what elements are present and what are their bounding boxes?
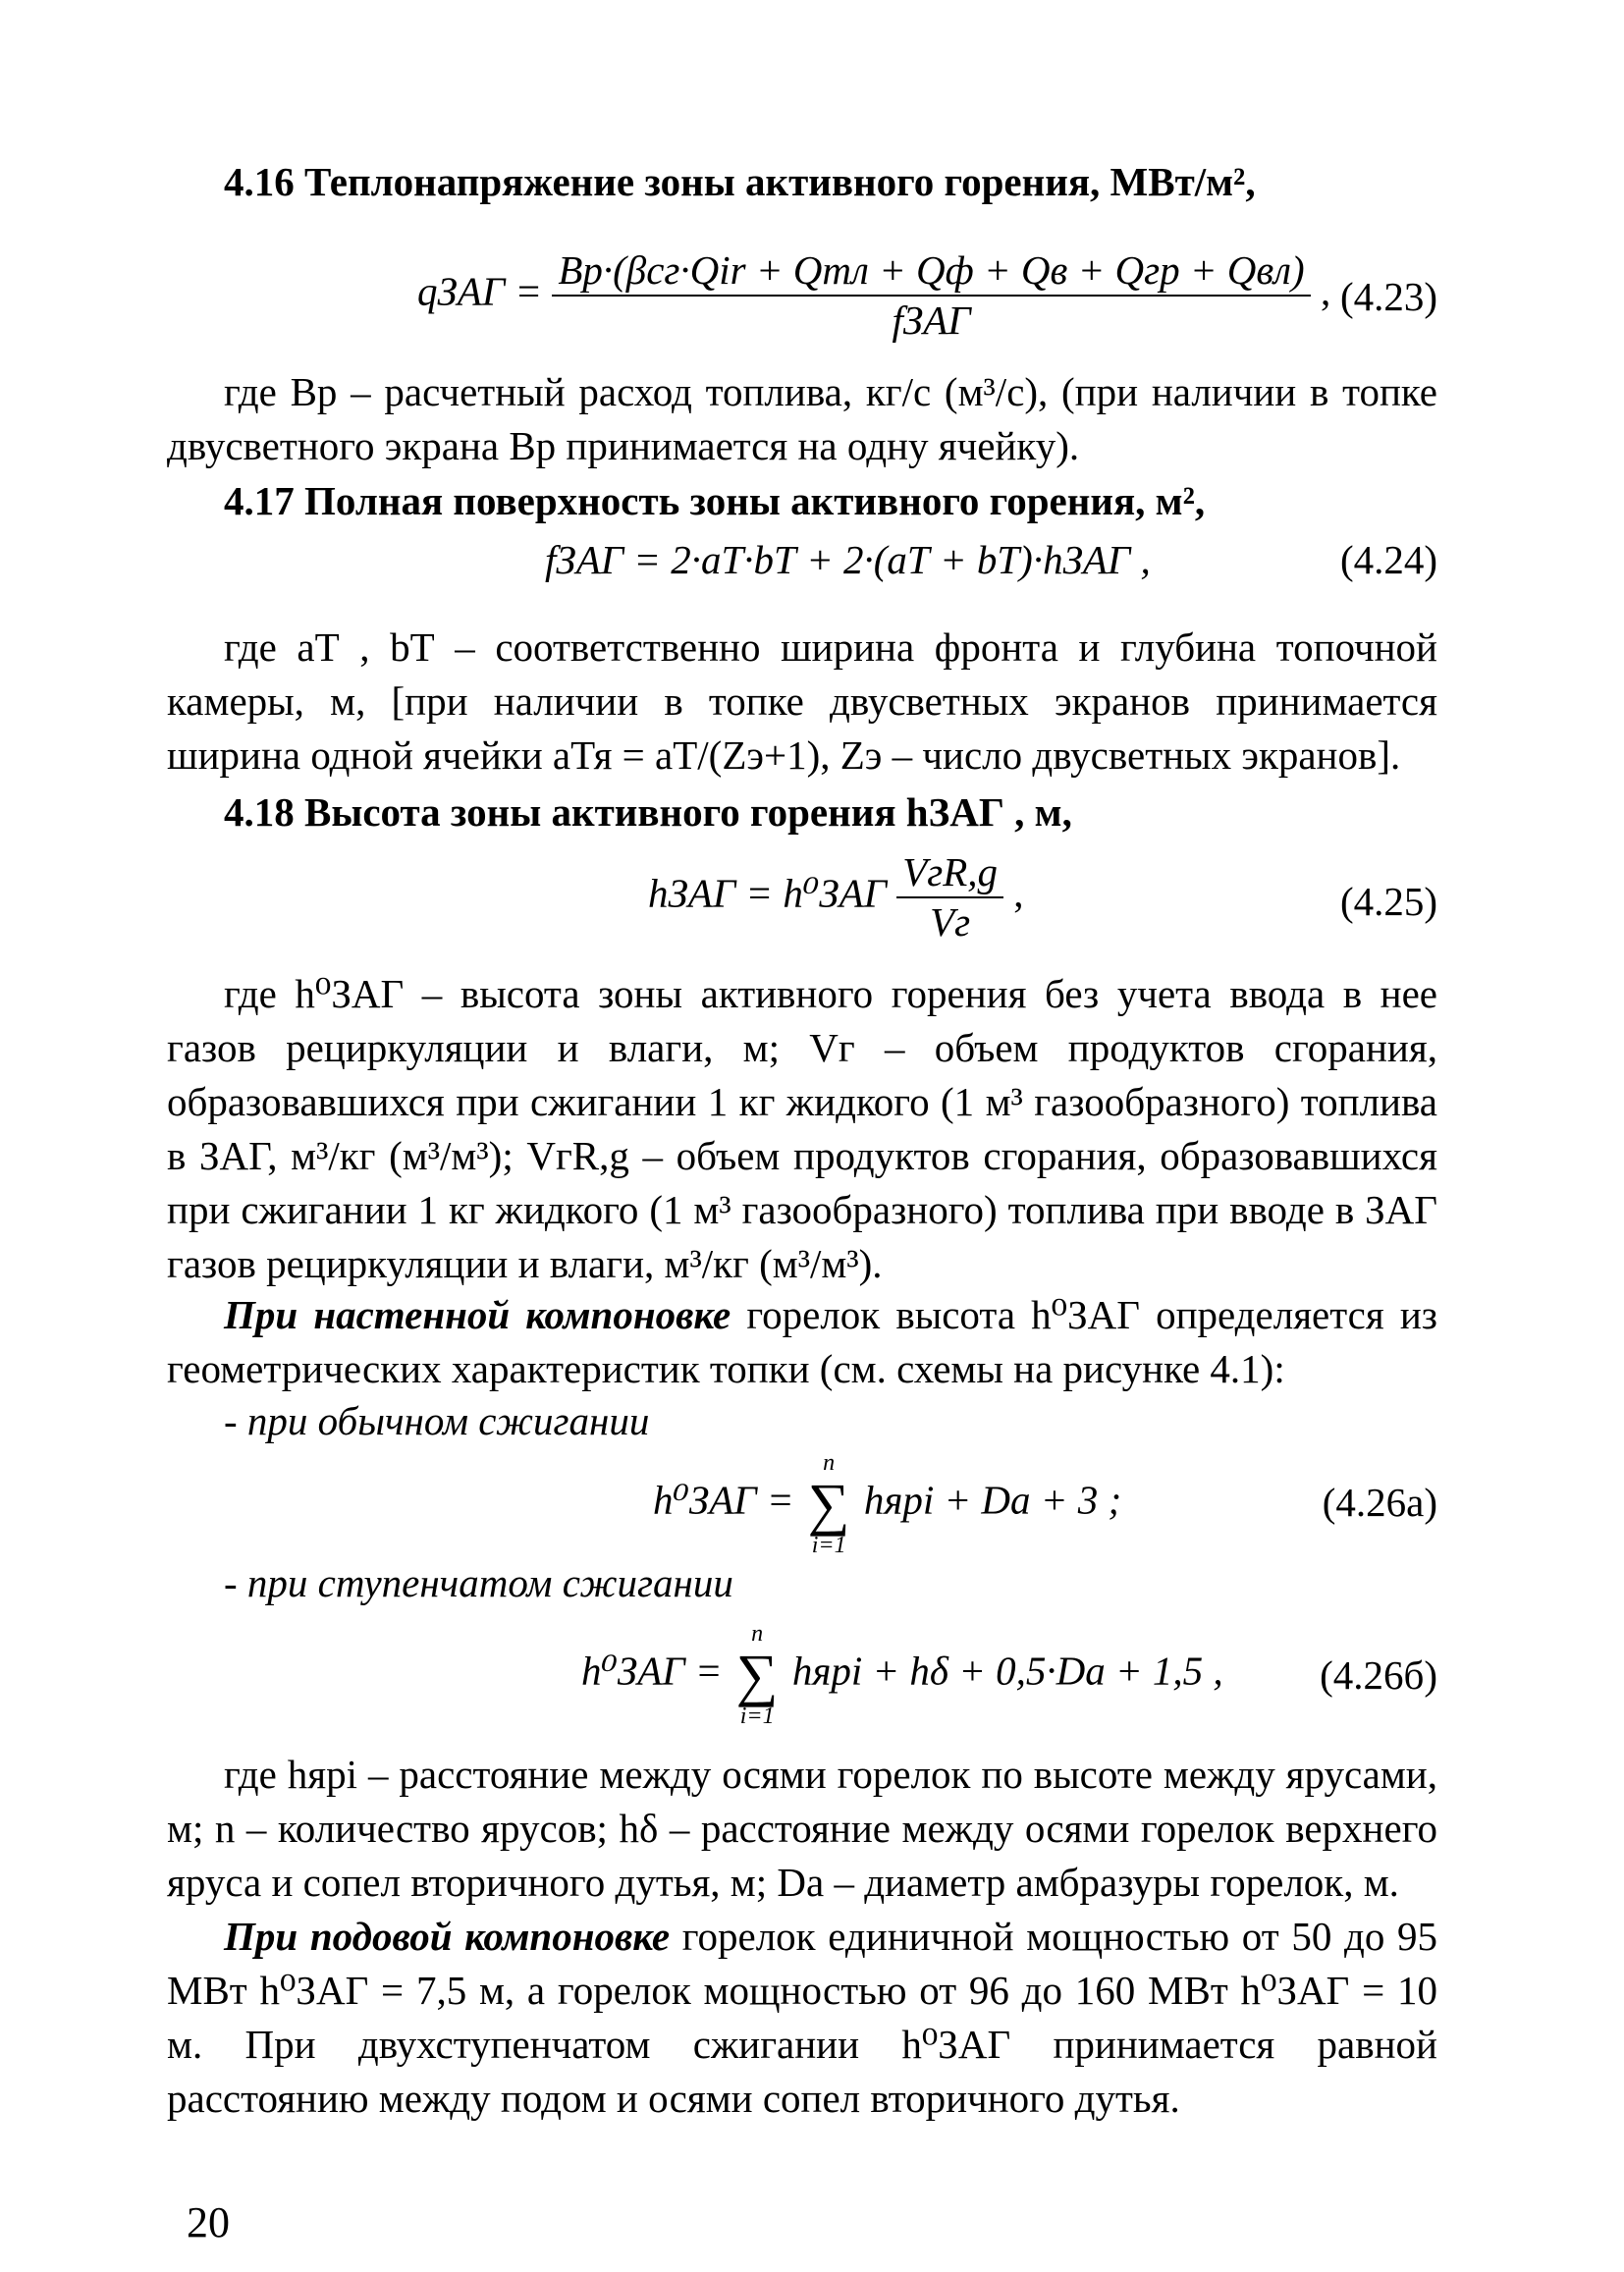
case-ordinary-combustion: - при обычном сжигании — [224, 1398, 650, 1443]
sigma-icon: ∑ — [807, 1472, 850, 1537]
formula-4-25 — [648, 849, 1024, 945]
wall-layout-text: горелок высота h⁰ЗАГ определяется из геометрических характеристик топки (см. схемы на рисунке 4.1): — [167, 1292, 1437, 1391]
wall-layout-lead: При настенной компоновке — [224, 1292, 731, 1337]
formula-4-26b-rhs: hярi + hδ + 0,5·Dа + 1,5 , — [791, 1648, 1223, 1694]
section-4-18-note: где h⁰ЗАГ – высота зоны активного горения без учета ввода в нее газов рециркуляции и влаги, м; Vг – объем продуктов сгорания, образовавшихся при сжигании 1 кг жидкого (1 м³ газообразного) топлива в ЗАГ, м³/кг (м³/м³); VгR,g – объем продуктов сгорания, образовавшихся при сжигании 1 кг жидкого (1 м³ газообразного) топлива при вводе в ЗАГ газов рециркуляции и влаги, м³/кг (м³/м³). — [167, 971, 1437, 1286]
floor-layout-text: горелок единичной мощностью от 50 до 95 МВт h⁰ЗАГ = 7,5 м, а горелок мощностью от 96 до 160 МВт h⁰ЗАГ = 10 м. При двухступенчатом сжигании h⁰ЗАГ принимается равной расстоянию между подом и осями сопел вторичного дутья. — [167, 1914, 1437, 2121]
formula-4-26a-lhs: h⁰ЗАГ = — [653, 1477, 794, 1523]
formula-4-26a-number: (4.26а) — [1322, 1480, 1437, 1525]
sum-upper-limit: n — [823, 1450, 836, 1476]
section-4-17-note: где aТ , bТ – соответственно ширина фронта и глубина топочной камеры, м, [при наличии в топке двусветных экранов принимается ширина одной ячейки aТя = aТ/(Zэ+1), Zэ – число двусветных экранов]. — [167, 624, 1437, 778]
formula-4-25-fraction — [896, 849, 1003, 945]
floor-layout-lead: При подовой компоновке — [224, 1914, 671, 1959]
sum-lower-limit: i=1 — [739, 1704, 775, 1729]
case-staged-combustion: - при ступенчатом сжигании — [224, 1560, 733, 1605]
formula-4-26a-rhs: hярi + Dа + 3 ; — [863, 1477, 1122, 1523]
section-4-17-heading: 4.17 Полная поверхность зоны активного горения, м², — [224, 478, 1206, 523]
formula-4-25-tail: , — [1013, 870, 1024, 916]
wall-layout-paragraph — [167, 1288, 1437, 1396]
formula-4-23-number: (4.23) — [1339, 274, 1437, 319]
formula-4-23-tail: , — [1320, 268, 1331, 314]
formula-4-23-denominator: fЗАГ — [892, 298, 971, 343]
formula-4-23-lhs: qЗАГ = — [417, 268, 543, 314]
wall-layout-note: где hярi – расстояние между осями горелок по высоте между ярусами, м; n – количество ярусов; hδ – расстояние между осями горелок верхнего яруса и сопел вторичного дутья, м; Dа – диаметр амбразуры горелок, м. — [167, 1752, 1437, 1905]
formula-4-26b-number: (4.26б) — [1320, 1652, 1437, 1698]
formula-4-26a — [653, 1451, 1121, 1557]
formula-4-23 — [417, 247, 1331, 343]
sum-symbol-4-26b — [736, 1622, 779, 1728]
formula-4-25-lhs: hЗАГ = h⁰ЗАГ — [648, 870, 887, 916]
formula-4-24: fЗАГ = 2·aТ·bТ + 2·(aТ + bТ)·hЗАГ , — [545, 537, 1151, 582]
floor-layout-paragraph — [167, 1910, 1437, 2126]
section-4-16-heading: 4.16 Теплонапряжение зоны активного горения, МВт/м², — [224, 159, 1256, 204]
sigma-icon: ∑ — [735, 1643, 779, 1707]
formula-4-24-number: (4.24) — [1339, 537, 1437, 582]
section-4-16-note: где Bр – расчетный расход топлива, кг/с (м³/с), (при наличии в топке двусветного экрана Bр принимается на одну ячейку). — [167, 369, 1437, 468]
sum-lower-limit: i=1 — [811, 1533, 846, 1558]
sum-upper-limit: n — [751, 1621, 764, 1647]
section-4-18-heading: 4.18 Высота зоны активного горения hЗАГ , м, — [224, 789, 1072, 835]
formula-4-25-numerator: VгR,g — [896, 852, 1003, 898]
formula-4-25-number: (4.25) — [1339, 879, 1437, 924]
formula-4-23-fraction — [552, 247, 1310, 343]
formula-4-25-denominator: Vг — [930, 899, 971, 945]
formula-4-23-numerator: Bр·(βсг·Qir + Qтл + Qф + Qв + Qгр + Qвл) — [552, 250, 1310, 297]
formula-4-26b — [581, 1622, 1223, 1728]
formula-4-26b-lhs: h⁰ЗАГ = — [581, 1648, 723, 1694]
page-number: 20 — [187, 2198, 230, 2246]
sum-symbol-4-26a — [808, 1451, 850, 1557]
